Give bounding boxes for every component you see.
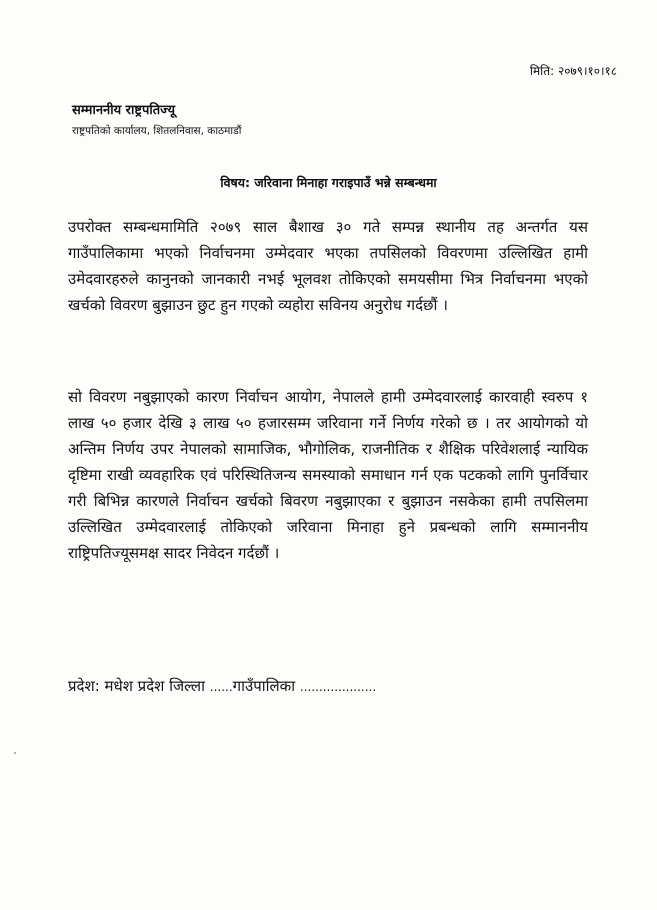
scan-speck (14, 752, 16, 754)
location-blank-municipality: .................... (299, 680, 377, 694)
location-province-district: प्रदेश: मधेश प्रदेश जिल्ला (68, 677, 205, 695)
location-line (68, 676, 376, 696)
location-municipality-label: गाउँपालिका (232, 677, 296, 695)
paragraph-1: उपरोक्त सम्बन्धमामिति २०७९ साल बैशाख ३० गते सम्पन्न स्थानीय तह अन्तर्गत यस गाउँपालिकामा भएको निर्वाचनमा उम्मेदवार भएका तपसिलको विवरणमा उल्लिखित हामी उमेदवारहरुले कानुनको जानकारी नभई भूलवश तोकिएको समयसीमा भित्र निर्वाचनमा भएको खर्चको विवरण बुझाउन छुट हुन गएको व्यहोरा सविनय अनुरोध गर्दछौं । (68, 218, 588, 314)
addressee-block (72, 100, 241, 138)
addressee-office: राष्ट्रपतिको कार्यालय, शितलनिवास, काठमाडौं (72, 125, 242, 137)
location-blank-district: ...... (209, 680, 233, 694)
addressee-name: सम्माननीय राष्ट्रपतिज्यू (72, 103, 176, 118)
letter-date: मिति: २०७९।१०।१८ (529, 64, 617, 78)
paragraph-2: सो विवरण नबुझाएको कारण निर्वाचन आयोग, नेपालले हामी उम्मेदवारलाई कारवाही स्वरुप १ लाख ५० हजार देखि ३ लाख ५० हजारसम्म जरिवाना गर्ने निर्णय गरेको छ । तर आयोगको यो अन्तिम निर्णय उपर नेपालको सामाजिक, भौगोलिक, राजनीतिक र शैक्षिक परिवेशलाई न्यायिक दृष्टिमा राखी व्यवहारिक एवं परिस्थितिजन्य समस्याको समाधान गर्न एक पटकको लागि पुनर्विचार गरी बिभिन्न कारणले निर्वाचन खर्चको बिवरण नबुझाएका र बुझाउन नसकेका हामी तपसिलमा उल्लिखित उम्मेदवारलाई तोकिएको जरिवाना मिनाहा हुने प्रबन्धको लागि सम्माननीय राष्ट्रिपतिज्यूसमक्ष सादर निवेदन गर्दछौं । (68, 388, 588, 562)
letter-subject: विषय: जरिवाना मिनाहा गराइपाउँ भन्ने सम्बन्धमा (220, 175, 437, 190)
